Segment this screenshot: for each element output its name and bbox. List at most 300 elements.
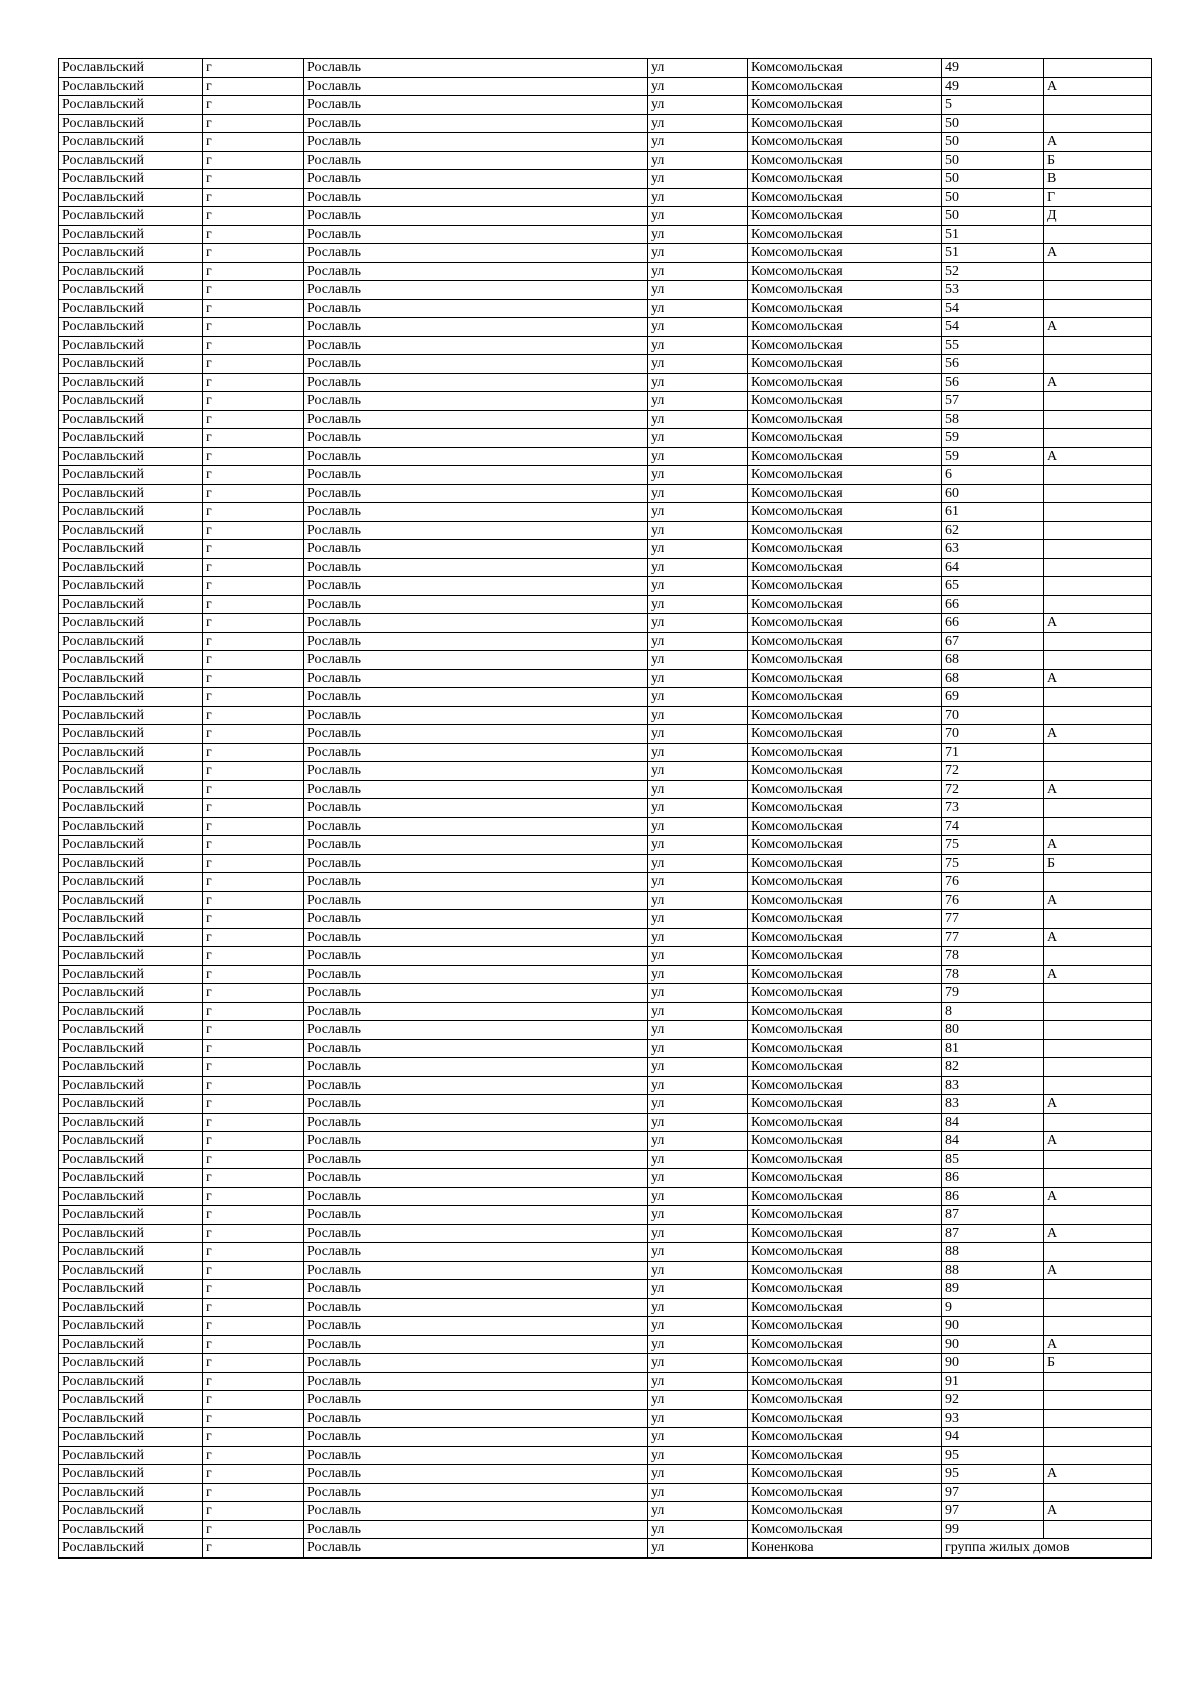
street-cell: Комсомольская — [748, 96, 942, 115]
district-cell: Рославльский — [59, 336, 203, 355]
house-number-cell: 69 — [942, 688, 1044, 707]
locality-type-cell: г — [203, 1150, 304, 1169]
table-row — [59, 262, 1152, 281]
district-cell: Рославльский — [59, 392, 203, 411]
locality-cell: Рославль — [304, 1280, 648, 1299]
locality-type-cell: г — [203, 503, 304, 522]
locality-type-cell: г — [203, 484, 304, 503]
building-letter-cell — [1044, 984, 1152, 1003]
table-row — [59, 595, 1152, 614]
building-letter-cell: А — [1044, 133, 1152, 152]
street-cell: Комсомольская — [748, 780, 942, 799]
locality-type-cell: г — [203, 1187, 304, 1206]
street-type-cell: ул — [648, 1335, 748, 1354]
house-number-cell: 76 — [942, 873, 1044, 892]
house-number-cell: 56 — [942, 355, 1044, 374]
locality-cell: Рославль — [304, 1335, 648, 1354]
house-number-cell: 99 — [942, 1520, 1044, 1539]
table-row — [59, 1465, 1152, 1484]
street-type-cell: ул — [648, 1298, 748, 1317]
street-cell: Комсомольская — [748, 1206, 942, 1225]
locality-cell: Рославль — [304, 299, 648, 318]
house-number-cell: 95 — [942, 1446, 1044, 1465]
house-number-cell: 50 — [942, 207, 1044, 226]
house-number-cell: 90 — [942, 1354, 1044, 1373]
locality-cell: Рославль — [304, 1187, 648, 1206]
locality-type-cell: г — [203, 1298, 304, 1317]
house-number-cell: 85 — [942, 1150, 1044, 1169]
locality-cell: Рославль — [304, 799, 648, 818]
locality-type-cell: г — [203, 558, 304, 577]
street-type-cell: ул — [648, 355, 748, 374]
locality-cell: Рославль — [304, 244, 648, 263]
district-cell: Рославльский — [59, 1409, 203, 1428]
street-type-cell: ул — [648, 1021, 748, 1040]
street-cell: Комсомольская — [748, 1243, 942, 1262]
street-cell: Комсомольская — [748, 77, 942, 96]
table-row — [59, 114, 1152, 133]
table-row — [59, 836, 1152, 855]
street-type-cell: ул — [648, 817, 748, 836]
table-row — [59, 1372, 1152, 1391]
table-row — [59, 1058, 1152, 1077]
building-letter-cell — [1044, 1298, 1152, 1317]
locality-type-cell: г — [203, 1058, 304, 1077]
street-cell: Комсомольская — [748, 225, 942, 244]
table-row — [59, 503, 1152, 522]
district-cell: Рославльский — [59, 1132, 203, 1151]
street-type-cell: ул — [648, 133, 748, 152]
district-cell: Рославльский — [59, 1280, 203, 1299]
table-row — [59, 96, 1152, 115]
street-cell: Комсомольская — [748, 632, 942, 651]
locality-type-cell: г — [203, 1113, 304, 1132]
locality-type-cell: г — [203, 114, 304, 133]
locality-type-cell: г — [203, 651, 304, 670]
building-letter-cell — [1044, 1002, 1152, 1021]
street-cell: Комсомольская — [748, 1335, 942, 1354]
house-number-cell: 83 — [942, 1076, 1044, 1095]
table-row — [59, 1169, 1152, 1188]
locality-type-cell: г — [203, 577, 304, 596]
table-row — [59, 873, 1152, 892]
street-cell: Комсомольская — [748, 540, 942, 559]
street-cell: Комсомольская — [748, 1298, 942, 1317]
street-cell: Комсомольская — [748, 244, 942, 263]
table-row — [59, 743, 1152, 762]
house-number-cell: 59 — [942, 429, 1044, 448]
district-cell: Рославльский — [59, 1446, 203, 1465]
district-cell: Рославльский — [59, 1002, 203, 1021]
table-row — [59, 706, 1152, 725]
locality-type-cell: г — [203, 984, 304, 1003]
table-row — [59, 1224, 1152, 1243]
house-number-cell: 66 — [942, 614, 1044, 633]
house-number-cell: 75 — [942, 854, 1044, 873]
district-cell: Рославльский — [59, 59, 203, 78]
locality-type-cell: г — [203, 281, 304, 300]
street-cell: Комсомольская — [748, 799, 942, 818]
district-cell: Рославльский — [59, 1354, 203, 1373]
district-cell: Рославльский — [59, 1483, 203, 1502]
street-type-cell: ул — [648, 799, 748, 818]
locality-cell: Рославль — [304, 614, 648, 633]
table-row — [59, 928, 1152, 947]
table-row — [59, 1335, 1152, 1354]
table-row — [59, 484, 1152, 503]
building-letter-cell: А — [1044, 891, 1152, 910]
street-type-cell: ул — [648, 77, 748, 96]
locality-cell: Рославль — [304, 1391, 648, 1410]
locality-cell: Рославль — [304, 1520, 648, 1539]
house-number-cell: 50 — [942, 114, 1044, 133]
street-cell: Комсомольская — [748, 281, 942, 300]
locality-type-cell: г — [203, 133, 304, 152]
street-cell: Комсомольская — [748, 651, 942, 670]
building-letter-cell — [1044, 799, 1152, 818]
table-row — [59, 632, 1152, 651]
locality-type-cell: г — [203, 743, 304, 762]
locality-type-cell: г — [203, 1409, 304, 1428]
street-cell: Комсомольская — [748, 1224, 942, 1243]
street-cell: Комсомольская — [748, 1002, 942, 1021]
table-row — [59, 133, 1152, 152]
house-number-cell: 70 — [942, 706, 1044, 725]
locality-cell: Рославль — [304, 1298, 648, 1317]
building-letter-cell: Б — [1044, 151, 1152, 170]
street-cell: Комсомольская — [748, 1465, 942, 1484]
street-type-cell: ул — [648, 1076, 748, 1095]
street-cell: Комсомольская — [748, 1372, 942, 1391]
street-type-cell: ул — [648, 318, 748, 337]
street-cell: Комсомольская — [748, 1354, 942, 1373]
district-cell: Рославльский — [59, 1058, 203, 1077]
building-letter-cell — [1044, 59, 1152, 78]
table-row — [59, 392, 1152, 411]
building-letter-cell — [1044, 281, 1152, 300]
table-row — [59, 1150, 1152, 1169]
locality-type-cell: г — [203, 1280, 304, 1299]
street-type-cell: ул — [648, 743, 748, 762]
table-row — [59, 466, 1152, 485]
locality-type-cell: г — [203, 1354, 304, 1373]
street-type-cell: ул — [648, 725, 748, 744]
locality-type-cell: г — [203, 669, 304, 688]
locality-type-cell: г — [203, 1539, 304, 1558]
street-cell: Комсомольская — [748, 910, 942, 929]
street-type-cell: ул — [648, 466, 748, 485]
street-cell: Комсомольская — [748, 1095, 942, 1114]
street-cell: Комсомольская — [748, 1113, 942, 1132]
street-type-cell: ул — [648, 1539, 748, 1558]
district-cell: Рославльский — [59, 447, 203, 466]
district-cell: Рославльский — [59, 577, 203, 596]
district-cell: Рославльский — [59, 1150, 203, 1169]
house-number-cell: 53 — [942, 281, 1044, 300]
street-cell: Комсомольская — [748, 1039, 942, 1058]
street-type-cell: ул — [648, 1169, 748, 1188]
street-cell: Комсомольская — [748, 614, 942, 633]
locality-type-cell: г — [203, 799, 304, 818]
street-cell: Комсомольская — [748, 521, 942, 540]
locality-type-cell: г — [203, 1335, 304, 1354]
table-row — [59, 1243, 1152, 1262]
house-number-cell: 87 — [942, 1206, 1044, 1225]
street-type-cell: ул — [648, 669, 748, 688]
table-row — [59, 1261, 1152, 1280]
street-cell: Комсомольская — [748, 170, 942, 189]
table-row — [59, 1280, 1152, 1299]
building-letter-cell — [1044, 1446, 1152, 1465]
locality-type-cell: г — [203, 336, 304, 355]
building-letter-cell: А — [1044, 1502, 1152, 1521]
district-cell: Рославльский — [59, 947, 203, 966]
locality-cell: Рославль — [304, 207, 648, 226]
building-letter-cell — [1044, 1409, 1152, 1428]
locality-cell: Рославль — [304, 1132, 648, 1151]
house-number-cell: 95 — [942, 1465, 1044, 1484]
building-letter-cell — [1044, 817, 1152, 836]
street-type-cell: ул — [648, 336, 748, 355]
table-row — [59, 651, 1152, 670]
table-row — [59, 170, 1152, 189]
building-letter-cell — [1044, 910, 1152, 929]
street-type-cell: ул — [648, 1354, 748, 1373]
locality-type-cell: г — [203, 77, 304, 96]
street-cell: Комсомольская — [748, 1169, 942, 1188]
locality-cell: Рославль — [304, 151, 648, 170]
building-letter-cell — [1044, 262, 1152, 281]
locality-type-cell: г — [203, 1021, 304, 1040]
district-cell: Рославльский — [59, 225, 203, 244]
district-cell: Рославльский — [59, 151, 203, 170]
district-cell: Рославльский — [59, 318, 203, 337]
building-letter-cell — [1044, 1169, 1152, 1188]
building-letter-cell — [1044, 595, 1152, 614]
street-type-cell: ул — [648, 1317, 748, 1336]
building-letter-cell: А — [1044, 1261, 1152, 1280]
street-type-cell: ул — [648, 910, 748, 929]
street-type-cell: ул — [648, 521, 748, 540]
building-letter-cell: Г — [1044, 188, 1152, 207]
building-letter-cell: А — [1044, 1132, 1152, 1151]
building-letter-cell — [1044, 688, 1152, 707]
house-number-cell: 60 — [942, 484, 1044, 503]
locality-cell: Рославль — [304, 595, 648, 614]
locality-type-cell: г — [203, 1076, 304, 1095]
house-number-cell: 88 — [942, 1243, 1044, 1262]
house-number-cell: 58 — [942, 410, 1044, 429]
locality-type-cell: г — [203, 836, 304, 855]
building-letter-cell: А — [1044, 780, 1152, 799]
building-letter-cell: А — [1044, 373, 1152, 392]
district-cell: Рославльский — [59, 1317, 203, 1336]
locality-type-cell: г — [203, 928, 304, 947]
table-row — [59, 854, 1152, 873]
building-letter-cell — [1044, 114, 1152, 133]
locality-cell: Рославль — [304, 1483, 648, 1502]
table-row — [59, 725, 1152, 744]
street-cell: Комсомольская — [748, 1409, 942, 1428]
locality-cell: Рославль — [304, 77, 648, 96]
district-cell: Рославльский — [59, 373, 203, 392]
table-row — [59, 799, 1152, 818]
locality-type-cell: г — [203, 1039, 304, 1058]
table-row — [59, 1206, 1152, 1225]
building-letter-cell — [1044, 873, 1152, 892]
street-cell: Комсомольская — [748, 133, 942, 152]
building-letter-cell — [1044, 1520, 1152, 1539]
street-type-cell: ул — [648, 1428, 748, 1447]
street-type-cell: ул — [648, 1372, 748, 1391]
street-cell: Комсомольская — [748, 762, 942, 781]
street-type-cell: ул — [648, 1132, 748, 1151]
locality-type-cell: г — [203, 355, 304, 374]
street-type-cell: ул — [648, 1520, 748, 1539]
district-cell: Рославльский — [59, 410, 203, 429]
house-number-cell: группа жилых домов — [942, 1539, 1152, 1558]
street-cell: Комсомольская — [748, 1446, 942, 1465]
locality-type-cell: г — [203, 1428, 304, 1447]
building-letter-cell — [1044, 410, 1152, 429]
locality-type-cell: г — [203, 688, 304, 707]
street-cell: Комсомольская — [748, 59, 942, 78]
locality-cell: Рославль — [304, 262, 648, 281]
table-row — [59, 225, 1152, 244]
house-number-cell: 6 — [942, 466, 1044, 485]
district-cell: Рославльский — [59, 355, 203, 374]
district-cell: Рославльский — [59, 1465, 203, 1484]
street-type-cell: ул — [648, 947, 748, 966]
locality-cell: Рославль — [304, 59, 648, 78]
street-type-cell: ул — [648, 540, 748, 559]
street-cell: Комсомольская — [748, 947, 942, 966]
locality-type-cell: г — [203, 1243, 304, 1262]
locality-cell: Рославль — [304, 577, 648, 596]
building-letter-cell: А — [1044, 965, 1152, 984]
house-number-cell: 50 — [942, 151, 1044, 170]
district-cell: Рославльский — [59, 1206, 203, 1225]
building-letter-cell: А — [1044, 77, 1152, 96]
building-letter-cell — [1044, 392, 1152, 411]
table-row — [59, 540, 1152, 559]
house-number-cell: 72 — [942, 780, 1044, 799]
house-number-cell: 50 — [942, 170, 1044, 189]
house-number-cell: 65 — [942, 577, 1044, 596]
district-cell: Рославльский — [59, 281, 203, 300]
house-number-cell: 75 — [942, 836, 1044, 855]
building-letter-cell: А — [1044, 1187, 1152, 1206]
table-row — [59, 1298, 1152, 1317]
building-letter-cell: А — [1044, 244, 1152, 263]
locality-cell: Рославль — [304, 1224, 648, 1243]
locality-type-cell: г — [203, 447, 304, 466]
table-row — [59, 1113, 1152, 1132]
house-number-cell: 52 — [942, 262, 1044, 281]
house-number-cell: 50 — [942, 188, 1044, 207]
table-row — [59, 244, 1152, 263]
house-number-cell: 62 — [942, 521, 1044, 540]
locality-cell: Рославль — [304, 725, 648, 744]
table-row — [59, 521, 1152, 540]
locality-cell: Рославль — [304, 780, 648, 799]
street-type-cell: ул — [648, 854, 748, 873]
district-cell: Рославльский — [59, 799, 203, 818]
street-type-cell: ул — [648, 873, 748, 892]
locality-cell: Рославль — [304, 336, 648, 355]
locality-cell: Рославль — [304, 1428, 648, 1447]
street-cell: Комсомольская — [748, 577, 942, 596]
house-number-cell: 72 — [942, 762, 1044, 781]
table-row — [59, 910, 1152, 929]
house-number-cell: 70 — [942, 725, 1044, 744]
street-type-cell: ул — [648, 1224, 748, 1243]
street-cell: Комсомольская — [748, 984, 942, 1003]
street-type-cell: ул — [648, 928, 748, 947]
locality-cell: Рославль — [304, 133, 648, 152]
street-cell: Комсомольская — [748, 854, 942, 873]
locality-cell: Рославль — [304, 355, 648, 374]
street-type-cell: ул — [648, 595, 748, 614]
house-number-cell: 79 — [942, 984, 1044, 1003]
locality-type-cell: г — [203, 59, 304, 78]
locality-cell: Рославль — [304, 1539, 648, 1558]
district-cell: Рославльский — [59, 725, 203, 744]
house-number-cell: 86 — [942, 1187, 1044, 1206]
locality-cell: Рославль — [304, 947, 648, 966]
street-cell: Комсомольская — [748, 410, 942, 429]
street-cell: Комсомольская — [748, 725, 942, 744]
district-cell: Рославльский — [59, 133, 203, 152]
building-letter-cell: А — [1044, 614, 1152, 633]
street-type-cell: ул — [648, 780, 748, 799]
house-number-cell: 61 — [942, 503, 1044, 522]
building-letter-cell — [1044, 1076, 1152, 1095]
locality-cell: Рославль — [304, 928, 648, 947]
locality-cell: Рославль — [304, 706, 648, 725]
street-type-cell: ул — [648, 558, 748, 577]
district-cell: Рославльский — [59, 873, 203, 892]
district-cell: Рославльский — [59, 170, 203, 189]
street-type-cell: ул — [648, 447, 748, 466]
street-cell: Комсомольская — [748, 1261, 942, 1280]
locality-cell: Рославль — [304, 910, 648, 929]
locality-cell: Рославль — [304, 1058, 648, 1077]
street-cell: Комсомольская — [748, 1520, 942, 1539]
building-letter-cell: А — [1044, 669, 1152, 688]
district-cell: Рославльский — [59, 743, 203, 762]
locality-cell: Рославль — [304, 1465, 648, 1484]
street-type-cell: ул — [648, 984, 748, 1003]
street-type-cell: ул — [648, 1391, 748, 1410]
district-cell: Рославльский — [59, 1372, 203, 1391]
locality-type-cell: г — [203, 429, 304, 448]
building-letter-cell: А — [1044, 725, 1152, 744]
district-cell: Рославльский — [59, 429, 203, 448]
locality-type-cell: г — [203, 1465, 304, 1484]
locality-type-cell: г — [203, 1095, 304, 1114]
house-number-cell: 74 — [942, 817, 1044, 836]
table-row — [59, 1076, 1152, 1095]
locality-type-cell: г — [203, 244, 304, 263]
locality-type-cell: г — [203, 410, 304, 429]
street-cell: Комсомольская — [748, 447, 942, 466]
table-body — [59, 59, 1152, 1558]
locality-type-cell: г — [203, 780, 304, 799]
table-row — [59, 817, 1152, 836]
street-cell: Комсомольская — [748, 706, 942, 725]
house-number-cell: 78 — [942, 947, 1044, 966]
